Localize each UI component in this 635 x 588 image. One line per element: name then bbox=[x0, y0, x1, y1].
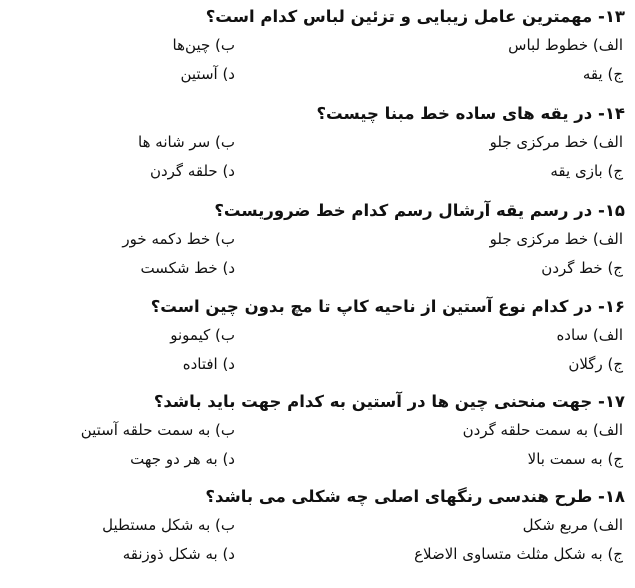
option-alef: الف) ساده bbox=[556, 326, 623, 344]
option-dal: د) حلقه گردن bbox=[149, 162, 235, 180]
option-jim: ج) به شکل مثلث متساوی الاضلاع bbox=[414, 545, 623, 563]
option-dal: د) به شکل ذوزنقه bbox=[122, 545, 235, 563]
option-dal: د) افتاده bbox=[182, 355, 235, 373]
option-alef: الف) به سمت حلقه گردن bbox=[462, 421, 623, 439]
question-title: ۱۸- طرح هندسی رنگهای اصلی چه شکلی می باشد؟ bbox=[205, 487, 625, 506]
option-jim: ج) رگلان bbox=[568, 355, 623, 373]
question-title: ۱۷- جهت منحنی چین ها در آستین به کدام جهت باید باشد؟ bbox=[153, 392, 625, 411]
option-jim: ج) بازی یقه bbox=[550, 162, 623, 180]
option-alef: الف) مربع شکل bbox=[522, 516, 623, 534]
option-dal: د) به هر دو جهت bbox=[130, 450, 235, 468]
option-dal: د) آستین bbox=[180, 65, 235, 83]
option-alef: الف) خطوط لباس bbox=[508, 36, 623, 54]
option-jim: ج) به سمت بالا bbox=[527, 450, 623, 468]
option-be: ب) کیمونو bbox=[170, 326, 235, 344]
option-be: ب) به شکل مستطیل bbox=[102, 516, 235, 534]
question-title: ۱۶- در کدام نوع آستین از ناحیه کاپ تا مچ بدون چین است؟ bbox=[150, 297, 625, 316]
option-dal: د) خط شکست bbox=[140, 259, 235, 277]
option-jim: ج) خط گردن bbox=[541, 259, 623, 277]
option-be: ب) چین‌ها bbox=[172, 36, 235, 54]
option-alef: الف) خط مرکزی جلو bbox=[489, 133, 623, 151]
option-jim: ج) یقه bbox=[582, 65, 623, 83]
option-be: ب) سر شانه ها bbox=[138, 133, 235, 151]
question-title: ۱۴- در یقه های ساده خط مبنا چیست؟ bbox=[316, 104, 625, 123]
option-be: ب) خط دکمه خور bbox=[122, 230, 235, 248]
question-title: ۱۳- مهمترین عامل زیبایی و تزئین لباس کدام است؟ bbox=[205, 7, 625, 26]
option-alef: الف) خط مرکزی جلو bbox=[489, 230, 623, 248]
option-be: ب) به سمت حلقه آستین bbox=[80, 421, 235, 439]
question-title: ۱۵- در رسم یقه آرشال رسم کدام خط ضروریست؟ bbox=[214, 201, 625, 220]
